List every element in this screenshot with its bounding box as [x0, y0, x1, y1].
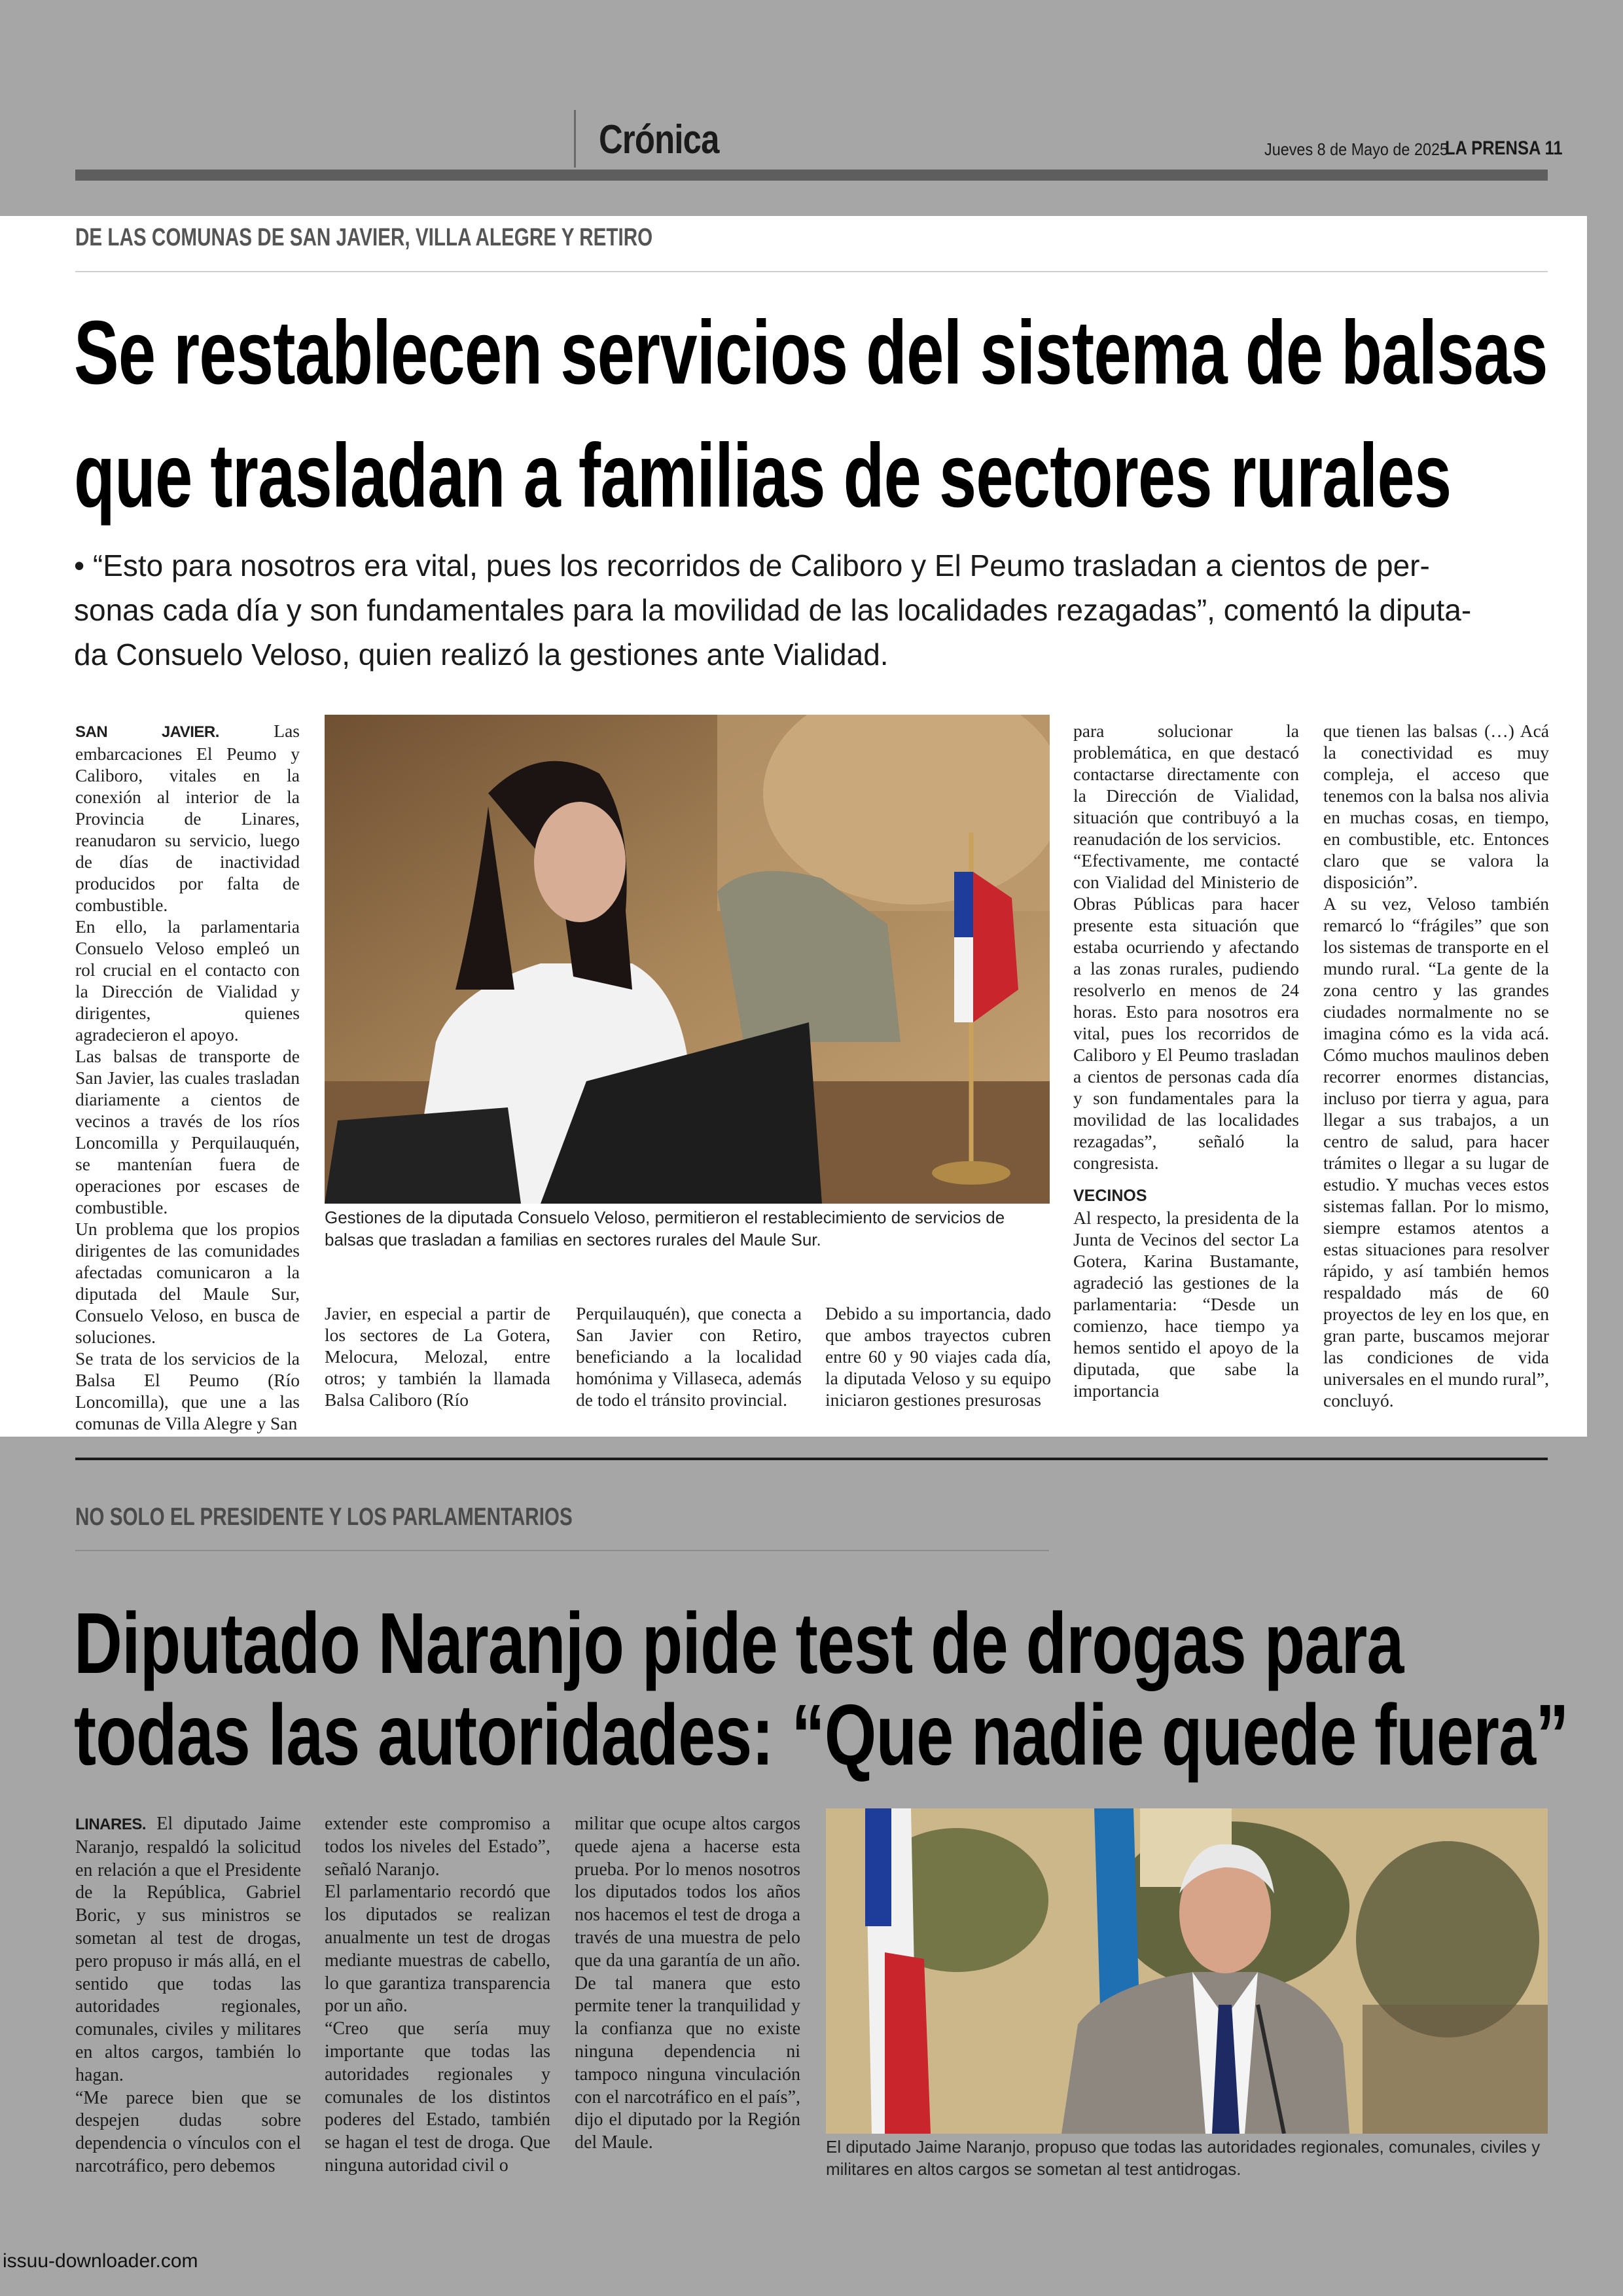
article2-column-1 [75, 1813, 301, 2178]
photo-diputada-veloso [325, 715, 1050, 1204]
article2-top-rule [75, 1458, 1548, 1460]
article2-headline-line1: Diputado Naranjo pide test de drogas para [74, 1595, 1404, 1691]
article1-column-2 [325, 1302, 550, 1410]
photo-illustration [826, 1808, 1548, 2134]
article1-paragraph: Javier, en especial a partir de los sectores de La Gotera, Melocura, Melozal, entre otros; y también la llamada Balsa Caliboro (Río [325, 1303, 550, 1410]
article2-paragraph: militar que ocupe altos cargos quede ajena a hacerse esta prueba. Por lo menos nosotros los diputados todos los años nos hacemos el test de droga a través de una muestra de pelo que da una garantía de un año. De tal manera que esto permite tener la tranquilidad y la confianza que no existe ninguna dependencia ni tampoco ninguna vinculación con el narcotráfico en el país”, dijo el diputado por la Región del Maule. [575, 1814, 800, 2153]
article1-photo-caption: Gestiones de la diputada Consuelo Veloso, permitieron el restablecimiento de servicios de balsas que trasladan a familias en sectores rurales del Maule Sur. [325, 1208, 1005, 1249]
article2-paragraph: extender este compromiso a todos los niveles del Estado”, señaló Naranjo. [325, 1814, 550, 1880]
article2-column-2 [325, 1813, 550, 2178]
article2-kicker: NO SOLO EL PRESIDENTE Y LOS PARLAMENTARIOS [75, 1503, 573, 1531]
article1-paragraph: Al respecto, la presidenta de la Junta de Vecinos del sector La Gotera, Karina Bustamante, agradeció las gestiones de la parlamentaria: “Desde un comienzo, hace tiempo ya hemos sentido el apoyo de la diputada, que sabe la importancia [1073, 1208, 1299, 1401]
article1-paragraph: Perquilauquén), que conecta a San Javier con Retiro, beneficiando a la localidad homónima y Villaseca, además de todo el tránsito provincial. [576, 1303, 802, 1410]
article2-kicker-rule [75, 1550, 1049, 1551]
header-divider [574, 110, 576, 168]
article1-column-1 [75, 720, 300, 1434]
article1-kicker: DE LAS COMUNAS DE SAN JAVIER, VILLA ALEGRE Y RETIRO [75, 224, 653, 251]
article1-column-3 [576, 1302, 802, 1410]
article2-paragraph: “Me parece bien que se despejen dudas sobre dependencia o vínculos con el narcotráfico, pero debemos [75, 2087, 301, 2176]
article2-headline-line2: todas las autoridades: “Que nadie quede fuera” [74, 1687, 1569, 1783]
article1-paragraph: que tienen las balsas (…) Acá la conectividad es muy compleja, el acceso que tenemos con la balsa nos alivia en muchas cosas, en tiempo, en combustible, etc. Entonces claro que se valora la disposición”. [1323, 721, 1549, 892]
issue-date: Jueves 8 de Mayo de 2025 [1264, 139, 1448, 159]
photo-illustration [325, 715, 1050, 1204]
article1-subhead-line2: sonas cada día y son fundamentales para la movilidad de las localidades rezagadas”, comentó la diputa- [74, 593, 1472, 627]
article2-dateline: LINARES. [75, 1816, 147, 1833]
section-title: Crónica [599, 117, 719, 162]
article2-paragraph: El parlamentario recordó que los diputados se realizan anualmente un test de drogas mediante muestras de cabello, lo que garantiza transparencia por un año. [325, 1882, 550, 2017]
article1-subhead-line3: da Consuelo Veloso, quien realizó la gestiones ante Vialidad. [74, 637, 889, 672]
article1-column-4 [825, 1302, 1051, 1410]
article1-headline-line1: Se restablecen servicios del sistema de balsas [74, 302, 1548, 403]
article1-headline-line2: que trasladan a familias de sectores rurales [74, 425, 1452, 526]
article1-dateline: SAN JAVIER. [75, 723, 219, 741]
article1-paragraph: A su vez, Veloso también remarcó lo “frágiles” que son los sistemas de transporte en el mundo rural. “La gente de la zona centro y las grandes ciudades normalmente no se imagina cómo es la vida acá. Cómo muchos maulinos deben recorrer enormes distancias, incluso por tierra y agua, para llegar a sus trabajos, a un centro de salud, para hacer trámites o llegar a su lugar de estudio. Y muchas veces estos sistemas fallan. Por lo mismo, siempre estamos atentos a estas situaciones para resolver rápido, y así también hemos respaldado más de 60 proyectos de ley en los que, en gran parte, buscamos mejorar las condiciones de vida universales en el mundo rural”, concluyó. [1323, 893, 1549, 1410]
article1-paragraph: En ello, la parlamentaria Consuelo Veloso empleó un rol crucial en el contacto con la Dirección de Vialidad y dirigentes, quienes agradecieron el apoyo. [75, 916, 300, 1045]
article1-section-subhead: VECINOS [1073, 1187, 1147, 1205]
article1-paragraph: para solucionar la problemática, en que destacó contactarse directamente con la Dirección de Vialidad, situación que contribuyó a la reanudación de los servicios. [1073, 721, 1299, 849]
article2-column-3 [575, 1813, 800, 2155]
article2-paragraph: El diputado Jaime Naranjo, respaldó la solicitud en relación a que el Presidente de la República, Gabriel Boric, y sus ministros se sometan al test de drogas, pero propuso ir más allá, en el sentido que todas las autoridades regionales, comunales, civiles y militares en altos cargos, también lo hagan. [75, 1814, 301, 2085]
paper-name-page: LA PRENSA 11 [1445, 137, 1563, 159]
article2-photo-caption: El diputado Jaime Naranjo, propuso que todas las autoridades regionales, comunales, civiles y militares en altos cargos se sometan al test antidrogas. [826, 2137, 1541, 2179]
article1-column-5 [1073, 720, 1299, 1401]
article1-column-6 [1323, 720, 1549, 1411]
header-rule [75, 170, 1548, 181]
article1-paragraph: Se trata de los servicios de la Balsa El Peumo (Río Loncomilla), que une a las comunas de Villa Alegre y San [75, 1348, 300, 1433]
article1-paragraph: Debido a su importancia, dado que ambos trayectos cubren entre 60 y 90 viajes cada día, la diputada Veloso y su equipo iniciaron gestiones presurosas [825, 1303, 1051, 1410]
photo-diputado-naranjo [826, 1808, 1548, 2134]
article1-paragraph: Las balsas de transporte de San Javier, las cuales trasladan diariamente a cientos de vecinos a través de los ríos Loncomilla y Perquilauquén, se mantenían fuera de operaciones por escases de combustible. [75, 1046, 300, 1217]
article1-subhead-line1: • “Esto para nosotros era vital, pues los recorridos de Caliboro y El Peumo trasladan a cientos de per- [74, 548, 1430, 583]
article2-paragraph: “Creo que sería muy importante que todas las autoridades regionales y comunales de los distintos poderes del Estado, también se hagan el test de droga. Que ninguna autoridad civil o [325, 2018, 550, 2176]
article1-kicker-rule [75, 271, 1548, 272]
article1-paragraph: Las embarcaciones El Peumo y Caliboro, vitales en la conexión al interior de la Provincia de Linares, reanudaron su servicio, luego de días de inactividad producidos por falta de combustible. [75, 721, 300, 915]
article1-paragraph: “Efectivamente, me contacté con Vialidad del Ministerio de Obras Públicas para hacer presente esta situación que estaba ocurriendo y afectando a las zonas rurales, pudiendo resolverlo en menos de 24 horas. Esto para nosotros era vital, pues los recorridos de Caliboro y El Peumo trasladan a cientos de personas cada día y son fundamentales para la movilidad de las localidades rezagadas”, señaló la congresista. [1073, 850, 1299, 1173]
watermark-footer: issuu-downloader.com [3, 2250, 198, 2272]
article1-paragraph: Un problema que los propios dirigentes de las comunidades afectadas comunicaron a la diputada del Maule Sur, Consuelo Veloso, en busca de soluciones. [75, 1219, 300, 1347]
